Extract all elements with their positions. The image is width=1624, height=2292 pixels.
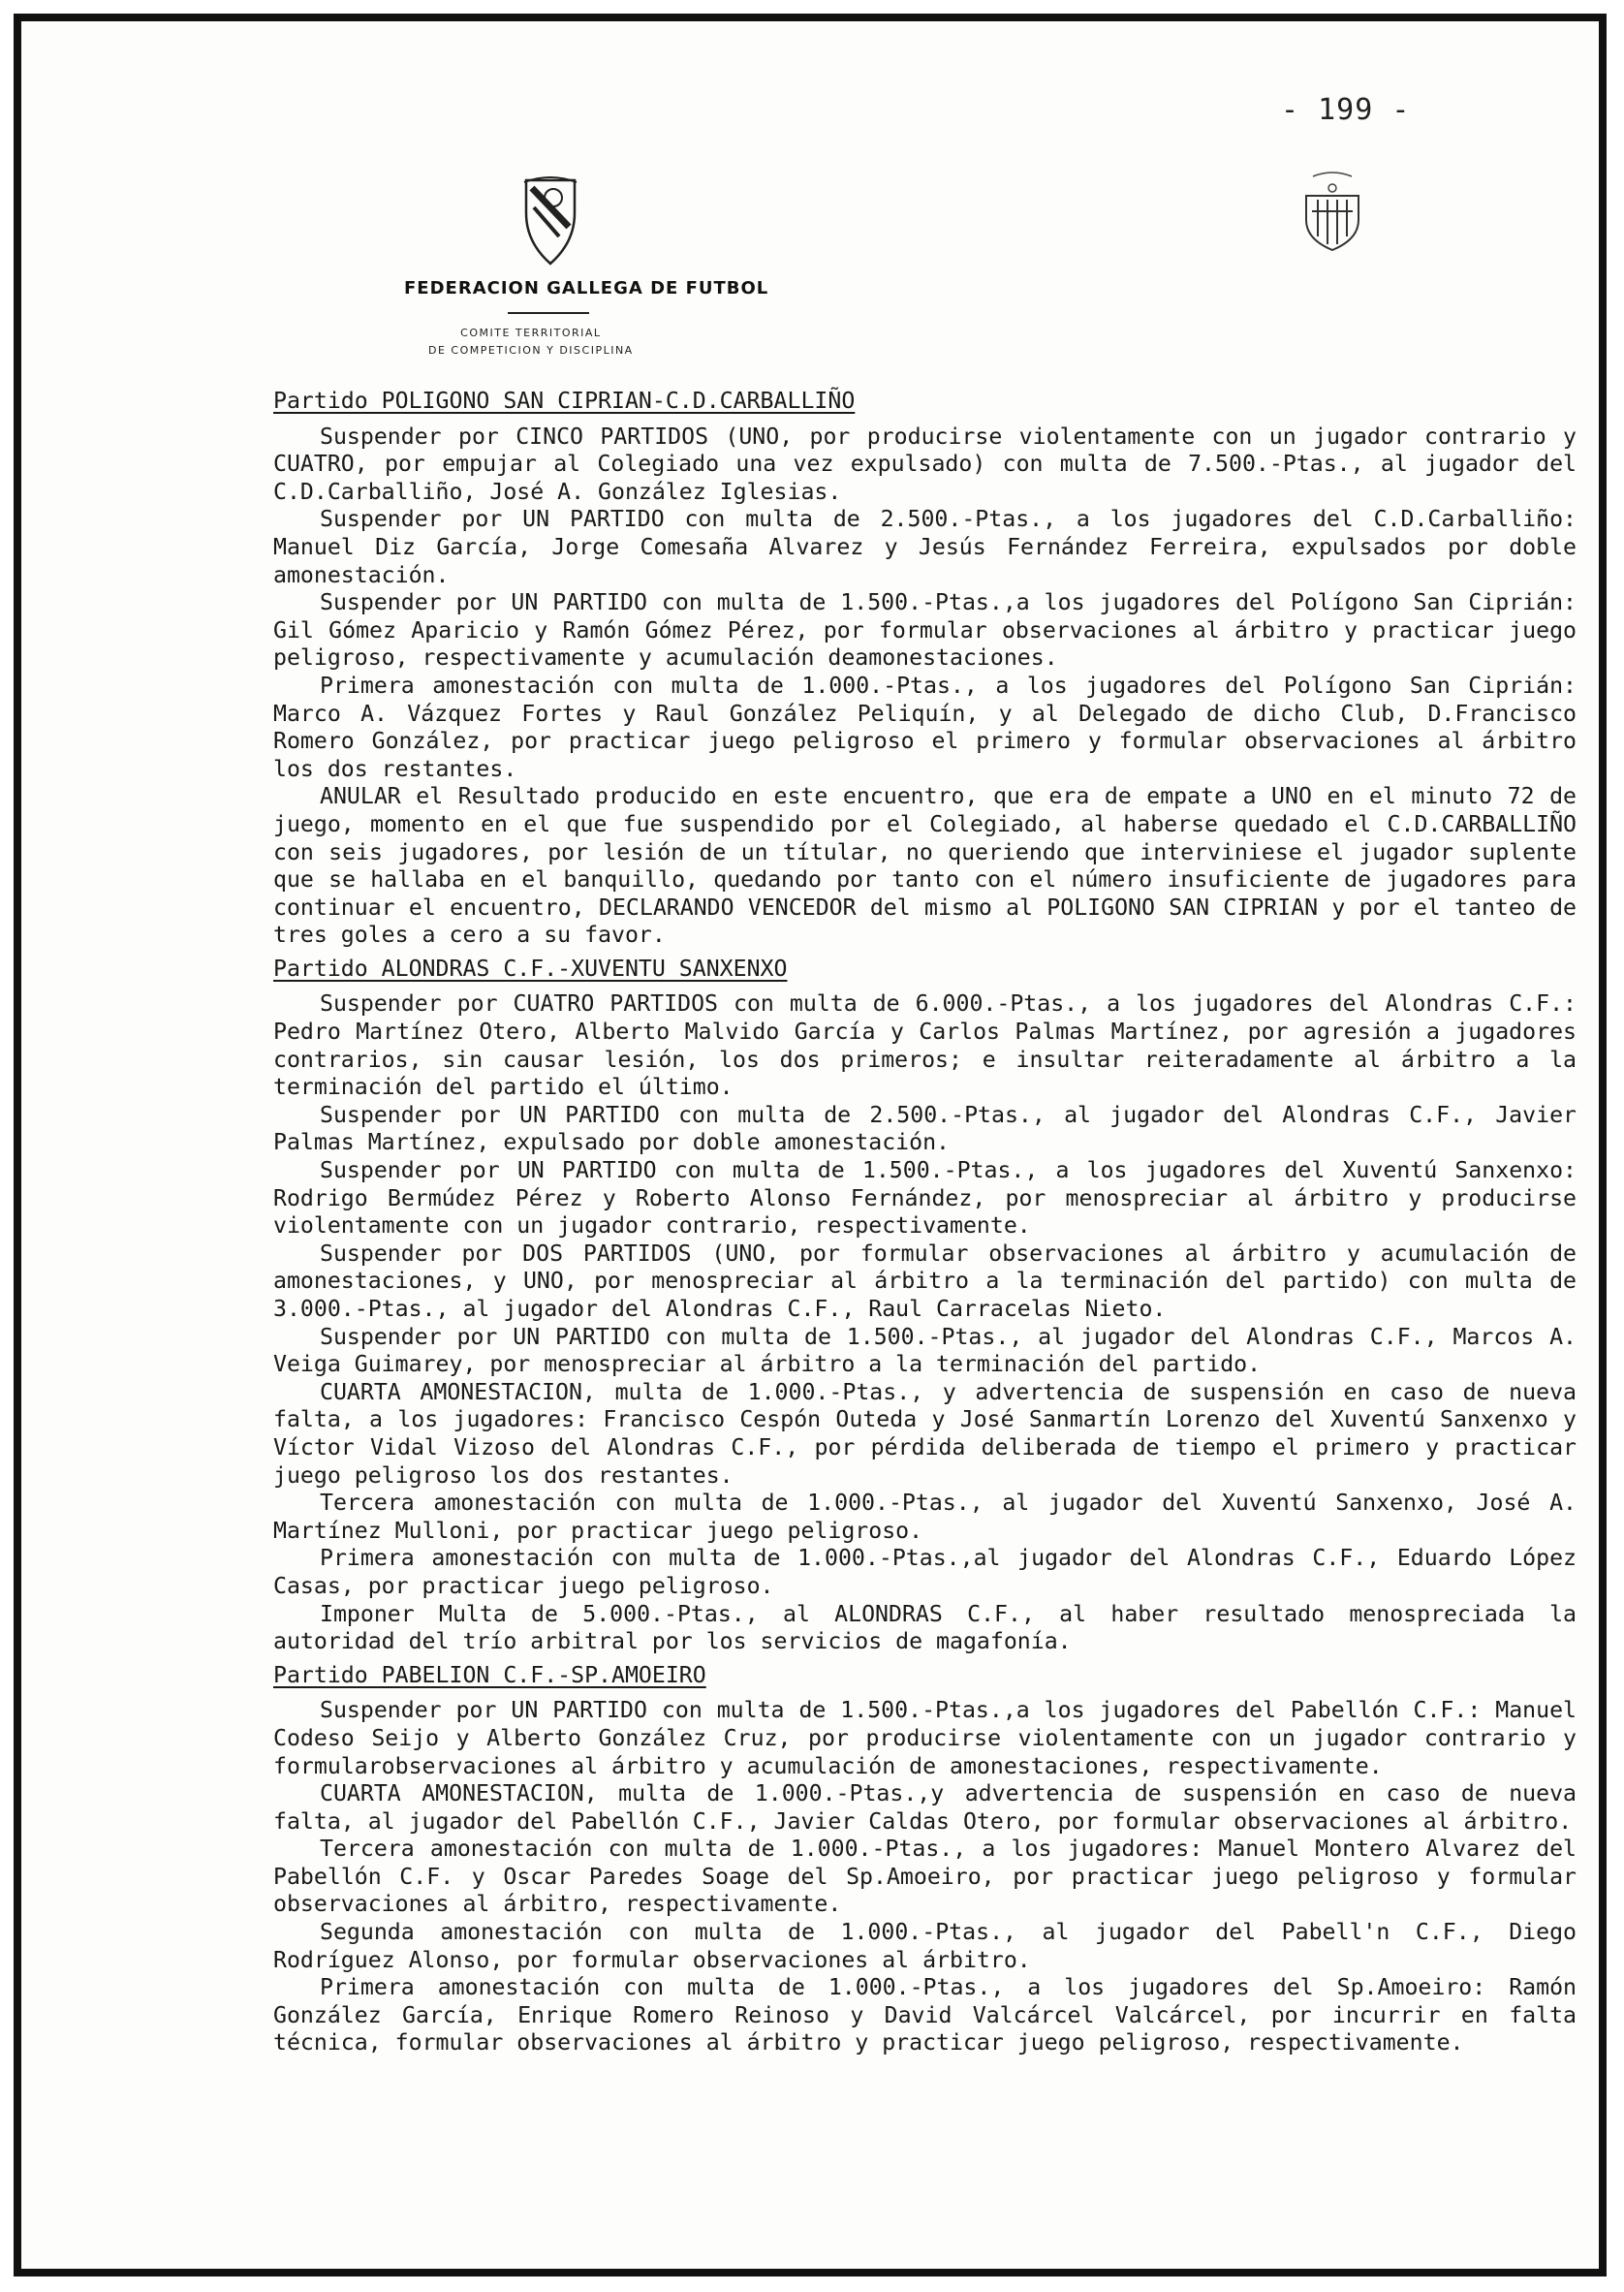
match-heading: Partido POLIGONO SAN CIPRIAN-C.D.CARBALLIÑO: [273, 388, 856, 414]
committee-name: [428, 325, 634, 360]
resolution-body: [273, 382, 1577, 2057]
resolution-paragraph: CUARTA AMONESTACION, multa de 1.000.-Ptas., y advertencia de suspensión en caso de nueva falta, a los jugadores: Francisco Cespón Outeda y José Sanmartín Lorenzo del Xuventú Sanxenxo y Víctor Vidal Vizoso del Alondras C.F., por pérdida deliberada de tiempo el primero y practicar juego peligroso los dos restantes.: [273, 1378, 1577, 1489]
match-section: [273, 956, 1577, 1656]
match-section: [273, 388, 1577, 950]
committee-line-2: DE COMPETICION Y DISCIPLINA: [428, 344, 634, 357]
resolution-paragraph: Primera amonestación con multa de 1.000.-Ptas., a los jugadores del Polígono San Ciprián: Marco A. Vázquez Fortes y Raul González Peliquín, y al Delegado de dicho Club, D.Francisco Romero González, por practicar juego peligroso el primero y formular observaciones al árbitro los dos restantes.: [273, 672, 1577, 782]
document-page: [14, 14, 1607, 2276]
federation-crest-icon: [520, 174, 580, 267]
resolution-paragraph: Suspender por DOS PARTIDOS (UNO, por formular observaciones al árbitro y acumulación de amonestaciones, y UNO, por menospreciar al árbitro a la terminación del partido) con multa de 3.000.-Ptas., al jugador del Alondras C.F., Raul Carracelas Nieto.: [273, 1240, 1577, 1322]
resolution-paragraph: Suspender por UN PARTIDO con multa de 2.500.-Ptas., a los jugadores del C.D.Carballiño: Manuel Diz García, Jorge Comesaña Alvarez y Jesús Fernández Ferreira, expulsados por doble amonestación.: [273, 506, 1577, 588]
letterhead-divider: [508, 312, 589, 314]
resolution-paragraph: CUARTA AMONESTACION, multa de 1.000.-Ptas.,y advertencia de suspensión en caso de nueva falta, al jugador del Pabellón C.F., Javier Caldas Otero, por formular observaciones al árbitro.: [273, 1780, 1577, 1835]
match-heading-row: [273, 1662, 1577, 1690]
federation-name: FEDERACION GALLEGA DE FUTBOL: [404, 278, 769, 298]
resolution-paragraph: Suspender por UN PARTIDO con multa de 1.500.-Ptas., a los jugadores del Xuventú Sanxenxo: Rodrigo Bermúdez Pérez y Roberto Alonso Fernández, por menospreciar al árbitro y producirse violentamente con un jugador contrario, respectivamente.: [273, 1157, 1577, 1240]
match-section: [273, 1662, 1577, 2057]
resolution-paragraph: Tercera amonestación con multa de 1.000.-Ptas., a los jugadores: Manuel Montero Alvarez del Pabellón C.F. y Oscar Paredes Soage del Sp.Amoeiro, por practicar juego peligroso y formular observaciones al árbitro, respectivamente.: [273, 1836, 1577, 1918]
resolution-paragraph: Suspender por UN PARTIDO con multa de 1.500.-Ptas., al jugador del Alondras C.F., Marcos A. Veiga Guimarey, por menospreciar al árbitro a la terminación del partido.: [273, 1323, 1577, 1378]
federation-seal-icon: [1298, 167, 1366, 254]
resolution-paragraph: Tercera amonestación con multa de 1.000.-Ptas., al jugador del Xuventú Sanxenxo, José A. Martínez Mulloni, por practicar juego peligroso.: [273, 1490, 1577, 1544]
match-heading: Partido PABELION C.F.-SP.AMOEIRO: [273, 1661, 706, 1688]
resolution-paragraph: Suspender por CUATRO PARTIDOS con multa de 6.000.-Ptas., a los jugadores del Alondras C.F.: Pedro Martínez Otero, Alberto Malvido García y Carlos Palmas Martínez, por agresión a jugadores contrarios, sin causar lesión, los dos primeros; e insultar reiteradamente al árbitro a la terminación del partido el último.: [273, 990, 1577, 1101]
resolution-paragraph: ANULAR el Resultado producido en este encuentro, que era de empate a UNO en el minuto 72 de juego, momento en el que fue suspendido por el Colegiado, al haberse quedado el C.D.CARBALLIÑO con seis jugadores, por lesión de un títular, no queriendo que interviniese el jugador suplente que se hallaba en el banquillo, quedando por tanto con el número insuficiente de jugadores para continuar el encuentro, DECLARANDO VENCEDOR del mismo al POLIGONO SAN CIPRIAN y por el tanteo de tres goles a cero a su favor.: [273, 783, 1577, 949]
resolution-paragraph: Imponer Multa de 5.000.-Ptas., al ALONDRAS C.F., al haber resultado menospreciada la autoridad del trío arbitral por los servicios de magafonía.: [273, 1600, 1577, 1655]
resolution-paragraph: Segunda amonestación con multa de 1.000.-Ptas., al jugador del Pabell'n C.F., Diego Rodríguez Alonso, por formular observaciones al árbitro.: [273, 1919, 1577, 1973]
page-number: - 199 -: [1281, 93, 1411, 127]
match-heading-row: [273, 956, 1577, 984]
resolution-paragraph: Suspender por UN PARTIDO con multa de 1.500.-Ptas.,a los jugadores del Pabellón C.F.: Manuel Codeso Seijo y Alberto González Cruz, por producirse violentamente con un jugador contrario y formularobservaciones al árbitro y acumulación de amonestaciones, respectivamente.: [273, 1697, 1577, 1779]
resolution-paragraph: Primera amonestación con multa de 1.000.-Ptas.,al jugador del Alondras C.F., Eduardo López Casas, por practicar juego peligroso.: [273, 1545, 1577, 1599]
resolution-paragraph: Primera amonestación con multa de 1.000.-Ptas., a los jugadores del Sp.Amoeiro: Ramón González García, Enrique Romero Reinoso y David Valcárcel Valcárcel, por incurrir en falta técnica, formular observaciones al árbitro y practicar juego peligroso, respectivamente.: [273, 1974, 1577, 2057]
committee-line-1: COMITE TERRITORIAL: [460, 327, 602, 339]
match-heading-row: [273, 388, 1577, 416]
resolution-paragraph: Suspender por UN PARTIDO con multa de 2.500.-Ptas., al jugador del Alondras C.F., Javier Palmas Martínez, expulsado por doble amonestación.: [273, 1101, 1577, 1156]
resolution-paragraph: Suspender por CINCO PARTIDOS (UNO, por producirse violentamente con un jugador contrario y CUATRO, por empujar al Colegiado una vez expulsado) con multa de 7.500.-Ptas., al jugador del C.D.Carballiño, José A. González Iglesias.: [273, 423, 1577, 505]
resolution-paragraph: Suspender por UN PARTIDO con multa de 1.500.-Ptas.,a los jugadores del Polígono San Ciprián: Gil Gómez Aparicio y Ramón Gómez Pérez, por formular observaciones al árbitro y practicar juego peligroso, respectivamente y acumulación deamonestaciones.: [273, 589, 1577, 672]
match-heading: Partido ALONDRAS C.F.-XUVENTU SANXENXO: [273, 955, 788, 982]
